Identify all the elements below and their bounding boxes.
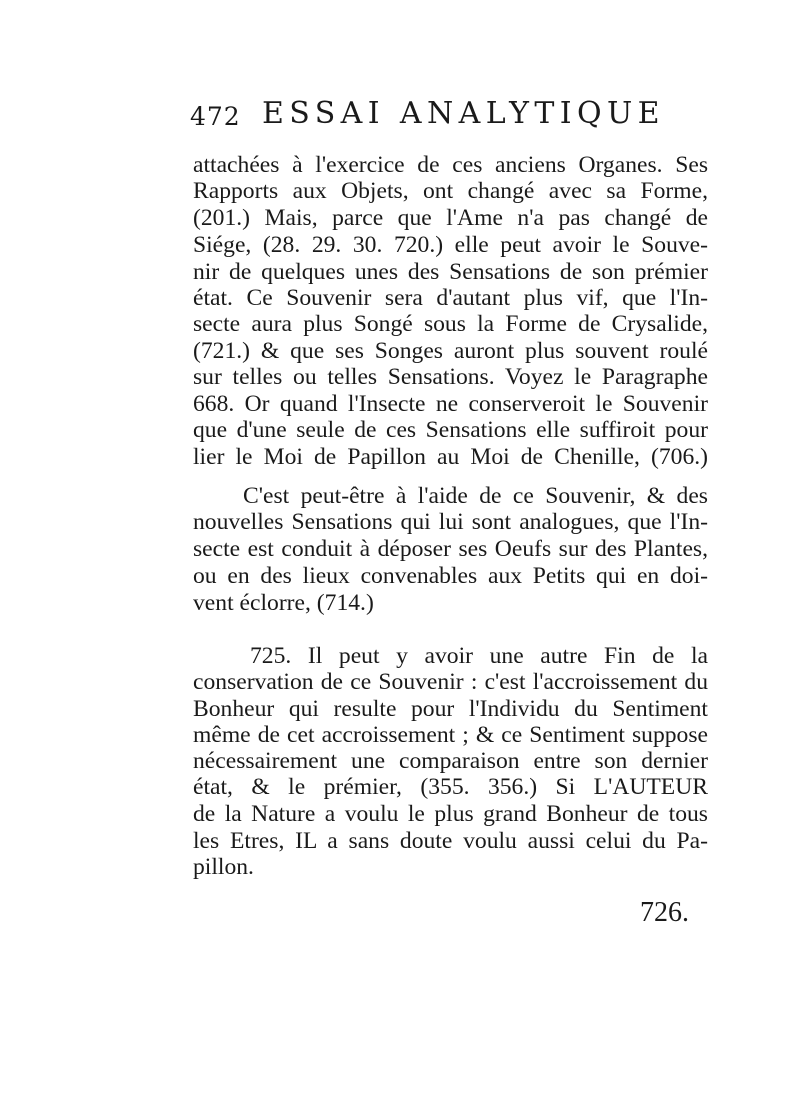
- text-line: état. Ce Souvenir sera d'autant plus vif, que l'In-: [193, 285, 708, 311]
- text-line: nir de quelques unes des Sensations de son prémier: [193, 259, 708, 285]
- text-line: conservation de ce Souvenir : c'est l'accroissement du: [193, 669, 708, 695]
- text-line: 725. Il peut y avoir une autre Fin de la: [250, 643, 708, 669]
- text-line: attachées à l'exercice de ces anciens Organes. Ses: [193, 152, 708, 178]
- text-line: nouvelles Sensations qui lui sont analogues, que l'In-: [193, 509, 708, 535]
- catchword: 726.: [640, 897, 689, 928]
- text-line: vent éclorre, (714.): [193, 590, 374, 616]
- text-line: nécessairement une comparaison entre son dernier: [193, 748, 708, 774]
- text-line: lier le Moi de Papillon au Moi de Chenille, (706.): [193, 444, 708, 470]
- text-line: sur telles ou telles Sensations. Voyez le Paragraphe: [193, 364, 708, 390]
- text-line: de la Nature a voulu le plus grand Bonheur de tous: [193, 801, 708, 827]
- page-number: 472: [190, 102, 241, 131]
- text-line: état, & le prémier, (355. 356.) Si L'AUTEUR: [193, 774, 708, 800]
- running-head: ESSAI ANALYTIQUE: [262, 96, 665, 131]
- text-line: les Etres, IL a sans doute voulu aussi celui du Pa-: [193, 828, 708, 854]
- text-line: Rapports aux Objets, ont changé avec sa Forme,: [193, 178, 708, 204]
- text-line: secte aura plus Songé sous la Forme de Crysalide,: [193, 311, 708, 337]
- text-line: Siége, (28. 29. 30. 720.) elle peut avoir le Souve-: [193, 232, 708, 258]
- text-line: Bonheur qui resulte pour l'Individu du Sentiment: [193, 696, 708, 722]
- text-line: 668. Or quand l'Insecte ne conserveroit le Souvenir: [193, 391, 708, 417]
- text-line: que d'une seule de ces Sensations elle suffiroit pour: [193, 417, 708, 443]
- text-line: (721.) & que ses Songes auront plus souvent roulé: [193, 338, 708, 364]
- page-header: [190, 96, 710, 136]
- text-line: C'est peut-être à l'aide de ce Souvenir, & des: [243, 483, 708, 509]
- text-line: même de cet accroissement ; & ce Sentiment suppose: [193, 722, 708, 748]
- text-line: (201.) Mais, parce que l'Ame n'a pas changé de: [193, 205, 708, 231]
- text-line: ou en des lieux convenables aux Petits qui en doi-: [193, 563, 708, 589]
- text-line: pillon.: [193, 854, 254, 880]
- text-line: secte est conduit à déposer ses Oeufs sur des Plantes,: [193, 536, 708, 562]
